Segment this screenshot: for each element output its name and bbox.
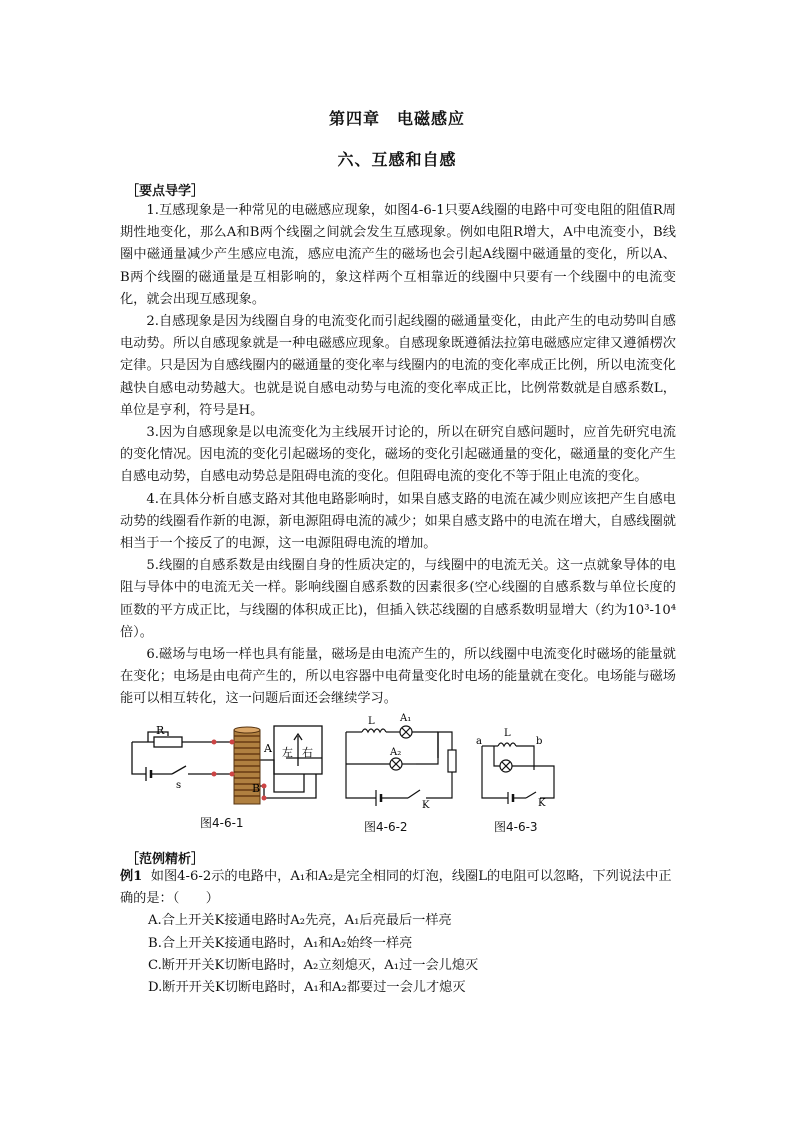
fig3-label-a: a: [476, 736, 482, 747]
example-1-option-b: B.合上开关K接通电路时，A₁和A₂始终一样亮: [148, 935, 413, 951]
fig1-label-A: A: [264, 742, 272, 755]
fig2-label-A2: A₂: [390, 747, 402, 758]
chapter-title: 第四章 电磁感应: [328, 109, 465, 128]
key-points-body: [120, 200, 676, 711]
figure-4-6-2: [336, 708, 466, 812]
fig3-label-K: K: [538, 798, 546, 808]
example-1-option-a: A.合上开关K接通电路时A₂先亮，A₁后亮最后一样亮: [148, 913, 452, 929]
figures-row: [120, 713, 680, 842]
example-1-option-c: C.断开开关K切断电路时，A₂立刻熄灭，A₁过一会儿熄灭: [148, 957, 479, 973]
figure-4-6-2-caption: 图4-6-2: [364, 820, 408, 834]
example-1-label: 例1: [120, 869, 143, 884]
fig3-label-b: b: [536, 736, 543, 747]
figure-4-6-1: [124, 722, 332, 810]
fig2-label-K: K: [422, 800, 430, 811]
example-1-option-d: D.断开开关K切断电路时，A₁和A₂都要过一会儿才熄灭: [148, 980, 466, 996]
fig2-label-A1: A₁: [400, 713, 412, 724]
examples-heading: ［范例精析］: [126, 852, 205, 867]
example-1-question: [120, 866, 676, 910]
paragraph-1: 1.互感现象是一种常见的电磁感应现象，如图4-6-1只要A线圈的电路中可变电阻的阻值R周期性地变化，那么A和B两个线圈之间就会发生互感现象。例如电阻R增大，A中电流变小，B线圈中磁通量减少产生感应电流，感应电流产生的磁场也会引起A线圈中磁通量的变化，所以A、B两个线圈的磁通量是互相影响的，象这样两个互相靠近的线圈中只要有一个线圈中的电流变化，就会出现互感现象。: [120, 203, 676, 307]
figure-4-6-3-caption: 图4-6-3: [494, 820, 538, 834]
example-1: [120, 866, 676, 999]
paragraph-3: 3.因为自感现象是以电流变化为主线展开讨论的，所以在研究自感问题时，应首先研究电流的变化情况。因电流的变化引起磁场的变化，磁场的变化引起磁通量的变化，磁通量的变化产生自感电动势，自感电动势总是阻碍电流的变化。但阻碍电流的变化不等于阻止电流的变化。: [120, 425, 676, 485]
example-1-question-text: 如图4-6-2示的电路中，A₁和A₂是完全相同的灯泡，线圈L的电阻可以忽略，下列说法中正确的是：（ ）: [120, 869, 672, 907]
figure-4-6-1-caption: 图4-6-1: [200, 816, 244, 830]
section-title: 六、互感和自感: [337, 150, 457, 169]
fig1-label-R: R: [156, 724, 165, 737]
key-points-heading: ［要点导学］: [126, 184, 205, 199]
fig2-label-L: L: [368, 716, 375, 727]
fig3-label-L: L: [504, 728, 511, 739]
figure-4-6-3: [474, 722, 570, 808]
paragraph-4: 4.在具体分析自感支路对其他电路影响时，如果自感支路的电流在减少则应该把产生自感电动势的线圈看作新的电源，新电源阻碍电流的减少；如果自感支路中的电流在增大，自感线圈就相当于一个接反了的电源，这一电源阻碍电流的增加。: [120, 491, 676, 552]
fig1-label-right: 右: [302, 746, 313, 759]
fig1-label-B: B: [252, 782, 261, 795]
fig1-label-left: 左: [282, 746, 293, 759]
paragraph-5: 5.线圈的自感系数是由线圈自身的性质决定的，与线圈中的电流无关。这一点就象导体的电阻与导体中的电流无关一样。影响线圈自感系数的因素很多(空心线圈的自感系数与单位长度的匝数的平方成正比，与线圈的体积成正比)，但插入铁芯线圈的自感系数明显增大（约为10³-10⁴倍）。: [120, 558, 676, 640]
paragraph-6: 6.磁场与电场一样也具有能量，磁场是由电流产生的，所以线圈中电流变化时磁场的能量就在变化；电场是由电荷产生的，所以电容器中电荷量变化时电场的能量就在变化。电场能与磁场能可以相互转化，这一问题后面还会继续学习。: [120, 647, 676, 707]
fig1-label-s: s: [176, 780, 182, 791]
paragraph-2: 2.自感现象是因为线圈自身的电流变化而引起线圈的磁通量变化，由此产生的电动势叫自感电动势。所以自感现象就是一种电磁感应现象。自感现象既遵循法拉第电磁感应定律又遵循楞次定律。只是因为自感线圈内的磁通量的变化率与线圈内的电流的变化率成正比例，所以电流变化越快自感电动势越大。也就是说自感电动势与电流的变化率成正比，比例常数就是自感系数L，单位是亨利，符号是H。: [120, 314, 676, 418]
